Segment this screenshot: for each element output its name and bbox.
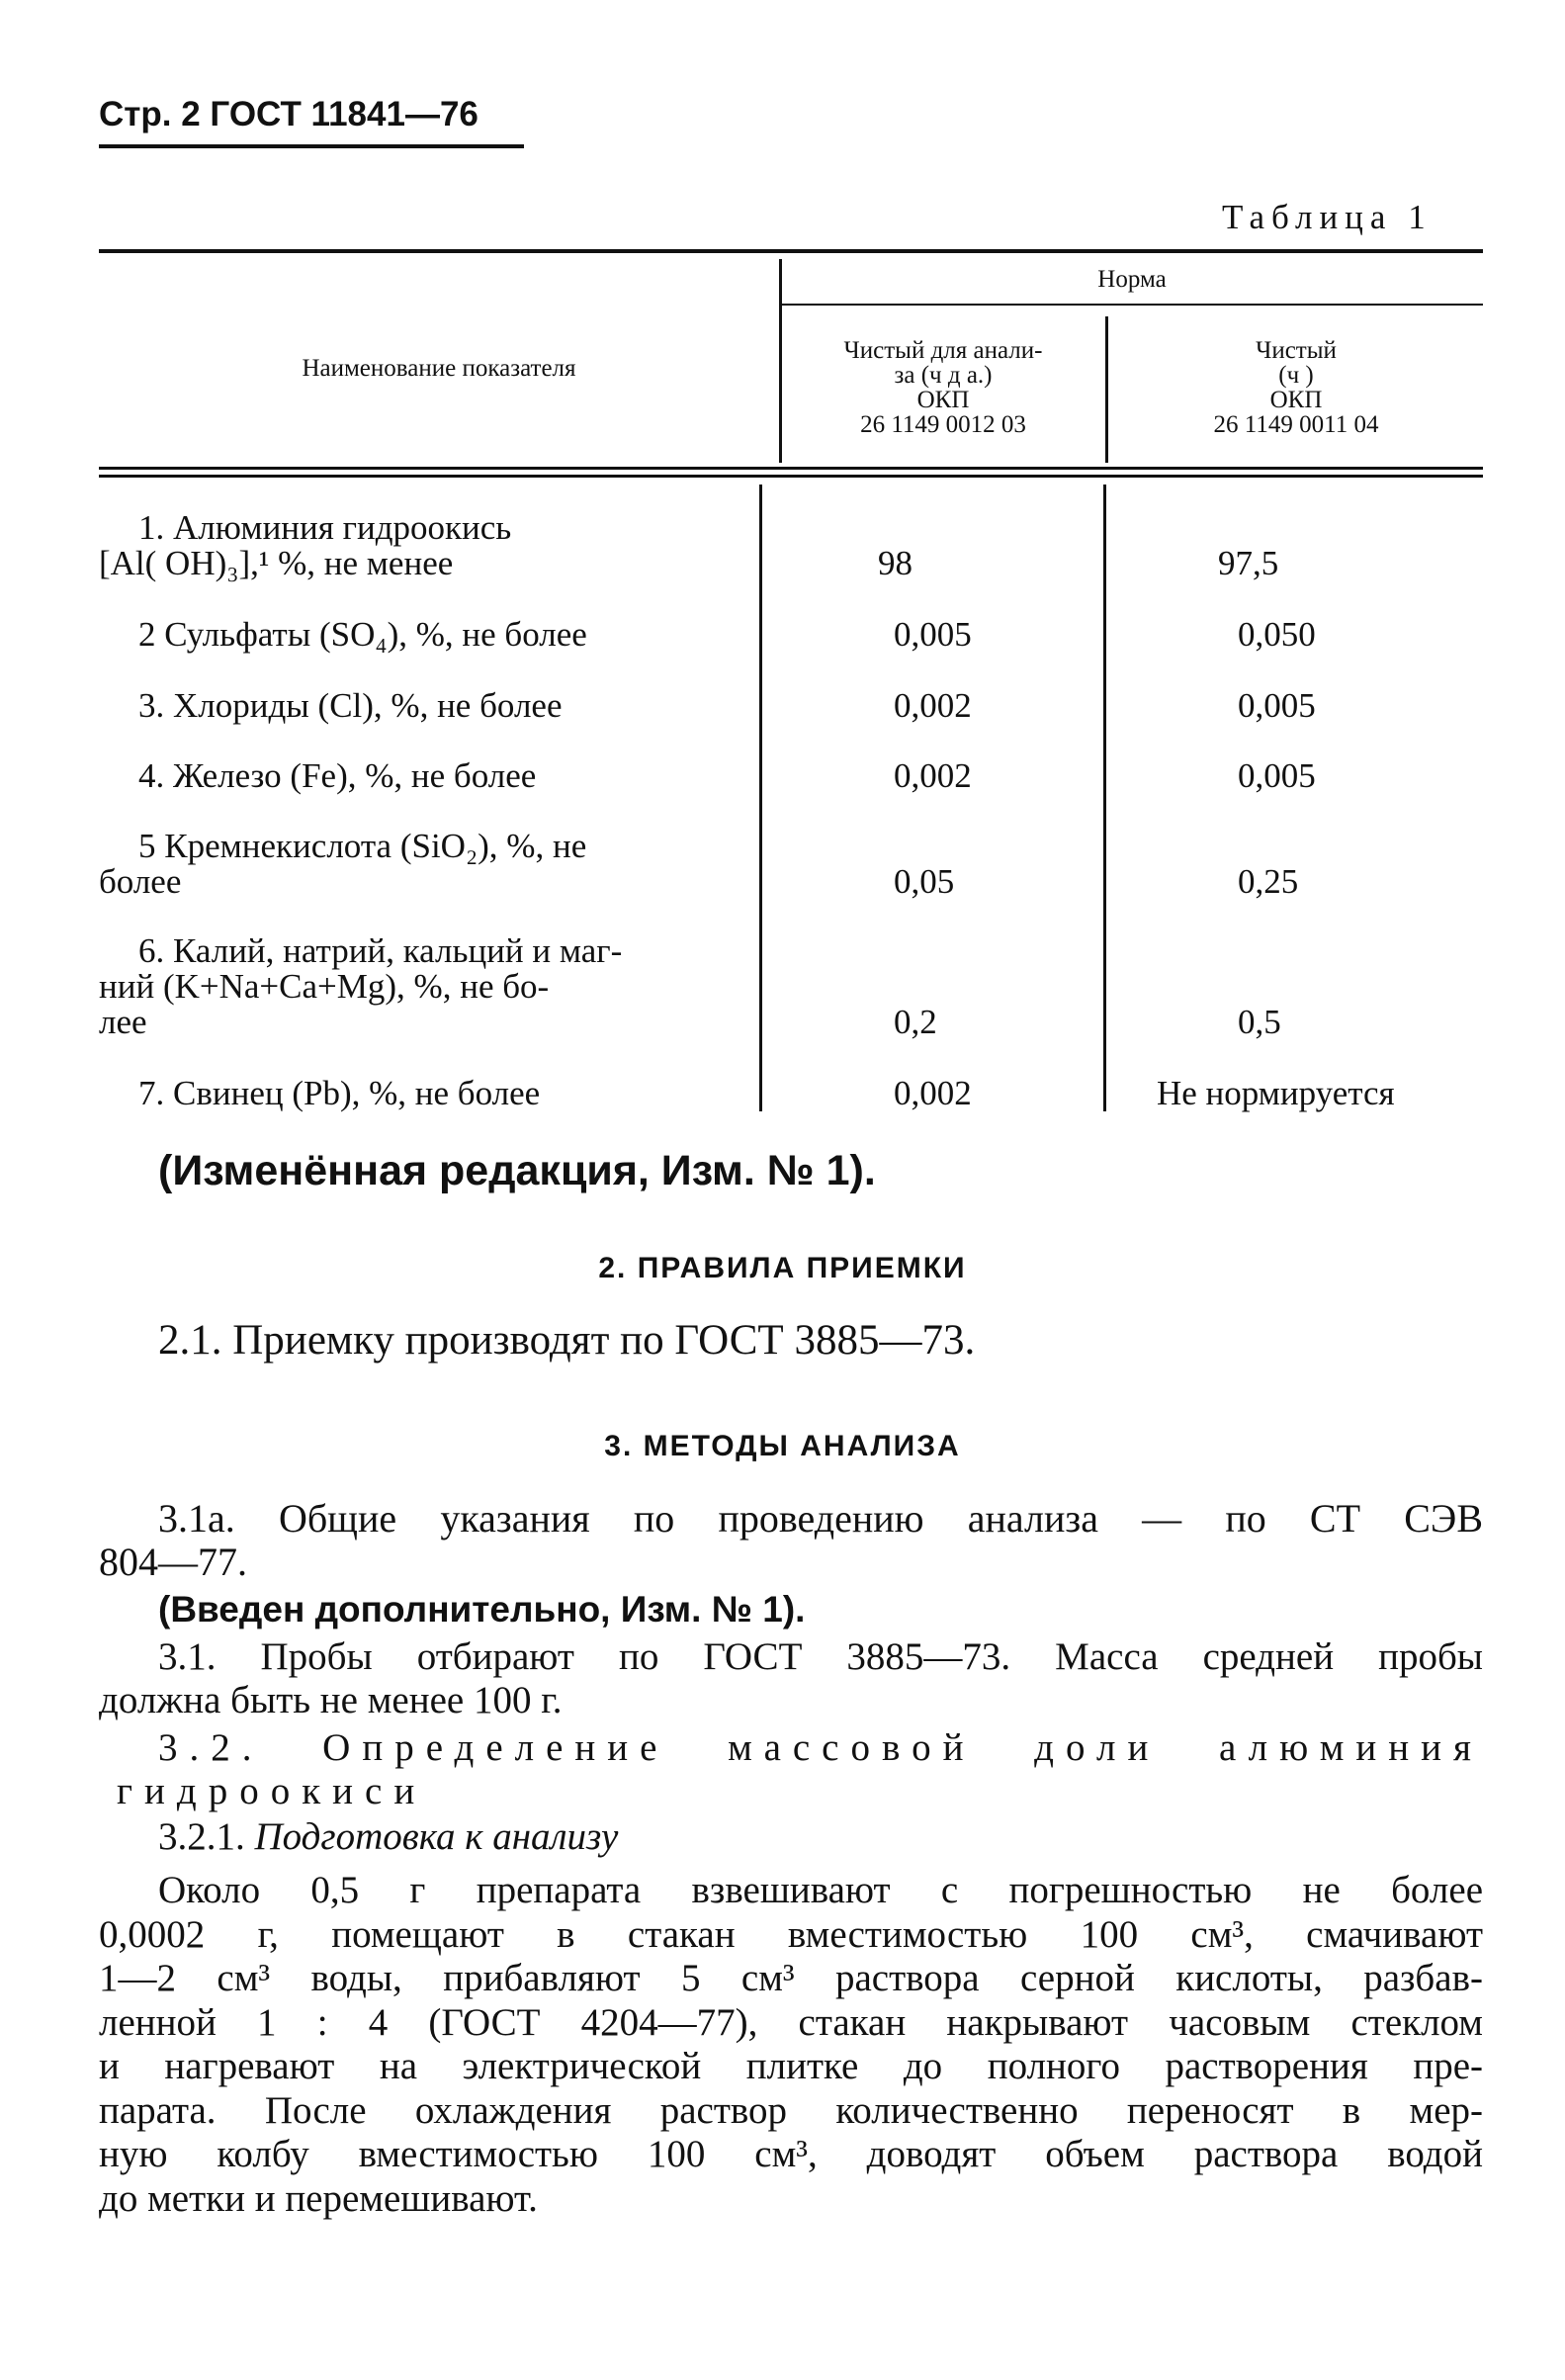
paragraph-3-2-line: гидроокиси <box>117 1770 427 1812</box>
table-cell-value-chda: 0,002 <box>894 1074 972 1112</box>
table-cell-value-chda: 98 <box>878 544 913 582</box>
table-row-name <box>138 758 536 794</box>
amendment-note: (Изменённая редакция, Изм. № 1). <box>158 1147 876 1194</box>
table-cell-value-ch: 0,050 <box>1238 615 1316 654</box>
row-name-line: 6. Калий, натрий, кальций и маг- <box>138 931 623 970</box>
body-line: до метки и перемешивают. <box>99 2176 538 2220</box>
norm-header: Норма <box>1097 266 1167 293</box>
table-caption: Таблица 1 <box>1222 198 1433 236</box>
col2-header-line: (ч ) <box>1278 362 1314 389</box>
col-divider-2-body <box>1103 485 1106 1111</box>
header-bottom-rule-1 <box>99 467 1483 470</box>
row-name-line: лее <box>99 1003 147 1041</box>
table-cell-value-chda: 0,05 <box>894 862 955 901</box>
col2-header-line: Чистый <box>1256 337 1337 364</box>
header-rule <box>99 144 524 148</box>
row-name-line: 5 Кремнекислота (SiO₂), %, не <box>138 827 587 865</box>
table-row-name <box>99 510 511 581</box>
table-cell-value-chda: 0,005 <box>894 615 972 654</box>
row-name-line: более <box>99 862 182 901</box>
paragraph-3-1-line: должна быть не менее 100 г. <box>99 1679 563 1721</box>
table-row-name <box>138 1076 540 1111</box>
body-line: ленной 1 : 4 (ГОСТ 4204—77), стакан накрывают часовым стеклом <box>99 2000 1483 2044</box>
row-name-line: ний (K+Na+Ca+Mg), %, не бо- <box>99 967 550 1006</box>
body-line: парата. После охлаждения раствор количественно переносят в мер- <box>99 2088 1483 2132</box>
table-cell-value-chda: 0,002 <box>894 756 972 795</box>
paragraph-number: 3.2.1. <box>158 1815 255 1858</box>
body-paragraph <box>99 1869 1483 2221</box>
table-cell-value-ch: 97,5 <box>1218 544 1279 582</box>
paragraph-3-2-line: 3.2. Определение массовой доли алюминия <box>158 1726 1483 1769</box>
col-divider-1-body <box>759 485 762 1111</box>
col1-header-line: ОКП <box>916 387 970 413</box>
paragraph-3-1a-line: 3.1а. Общие указания по проведению анализа — по СТ СЭВ <box>158 1496 1483 1541</box>
body-line: 1—2 см³ воды, прибавляют 5 см³ раствора серной кислоты, разбав- <box>99 1957 1483 1999</box>
row-name-line: 1. Алюминия гидроокись <box>138 508 512 547</box>
col2-header <box>1109 338 1483 437</box>
table-cell-value-ch: 0,005 <box>1238 686 1316 725</box>
table-cell-value-chda: 0,002 <box>894 686 972 725</box>
paragraph-title: Подготовка к анализу <box>254 1815 619 1858</box>
paragraph-3-1a-line: 804—77. <box>99 1540 247 1584</box>
table-row-name <box>138 617 587 653</box>
header-bottom-rule-2 <box>99 475 1483 478</box>
col-divider-2-header <box>1105 316 1108 463</box>
page-header: Стр. 2 ГОСТ 11841—76 <box>99 95 478 133</box>
col1-header-line: за (ч д а.) <box>894 362 993 389</box>
table-row-name <box>99 829 586 900</box>
body-line: и нагревают на электрической плитке до полного растворения пре- <box>99 2045 1483 2087</box>
table-cell-value-ch: 0,5 <box>1238 1003 1281 1041</box>
norm-underline <box>781 304 1483 306</box>
table-row-name <box>99 933 622 1040</box>
row-name-line: 3. Хлориды (Cl), %, не более <box>138 686 563 725</box>
table-cell-value-chda: 0,2 <box>894 1003 937 1041</box>
col1-header <box>783 338 1103 437</box>
row-name-line: 4. Железо (Fe), %, не более <box>138 756 537 795</box>
col1-header-line: 26 1149 0012 03 <box>860 411 1026 438</box>
body-line: Около 0,5 г препарата взвешивают с погрешностью не более <box>158 1869 1483 1911</box>
section-2-paragraph: 2.1. Приемку производят по ГОСТ 3885—73. <box>158 1317 976 1364</box>
table-top-rule <box>99 249 1483 253</box>
row-name-line: 7. Свинец (Pb), %, не более <box>138 1074 541 1112</box>
introduced-note: (Введен дополнительно, Изм. № 1). <box>158 1589 806 1630</box>
col2-header-line: 26 1149 0011 04 <box>1213 411 1379 438</box>
table-row-name <box>138 688 562 724</box>
row-name-line: [Al( OH)₃],¹ %, не менее <box>99 544 454 582</box>
table-cell-value-ch: 0,005 <box>1238 756 1316 795</box>
col-name-header: Наименование показателя <box>302 355 576 382</box>
col1-header-line: Чистый для анали- <box>843 337 1043 364</box>
col2-header-line: ОКП <box>1269 387 1323 413</box>
table-cell-value-ch: 0,25 <box>1238 862 1299 901</box>
row-name-line: 2 Сульфаты (SO₄), %, не более <box>138 615 587 654</box>
body-line: 0,0002 г, помещают в стакан вместимостью 100 см³, смачивают <box>99 1912 1483 1956</box>
body-line: ную колбу вместимостью 100 см³, доводят объем раствора водой <box>99 2133 1483 2175</box>
paragraph-3-1-line: 3.1. Пробы отбирают по ГОСТ 3885—73. Масса средней пробы <box>158 1635 1483 1678</box>
table-cell-value-ch: Не нормируется <box>1157 1074 1395 1112</box>
section-3-title: 3. МЕТОДЫ АНАЛИЗА <box>604 1430 961 1462</box>
section-2-title: 2. ПРАВИЛА ПРИЕМКИ <box>598 1252 967 1284</box>
paragraph-3-2-1-heading <box>158 1815 618 1859</box>
